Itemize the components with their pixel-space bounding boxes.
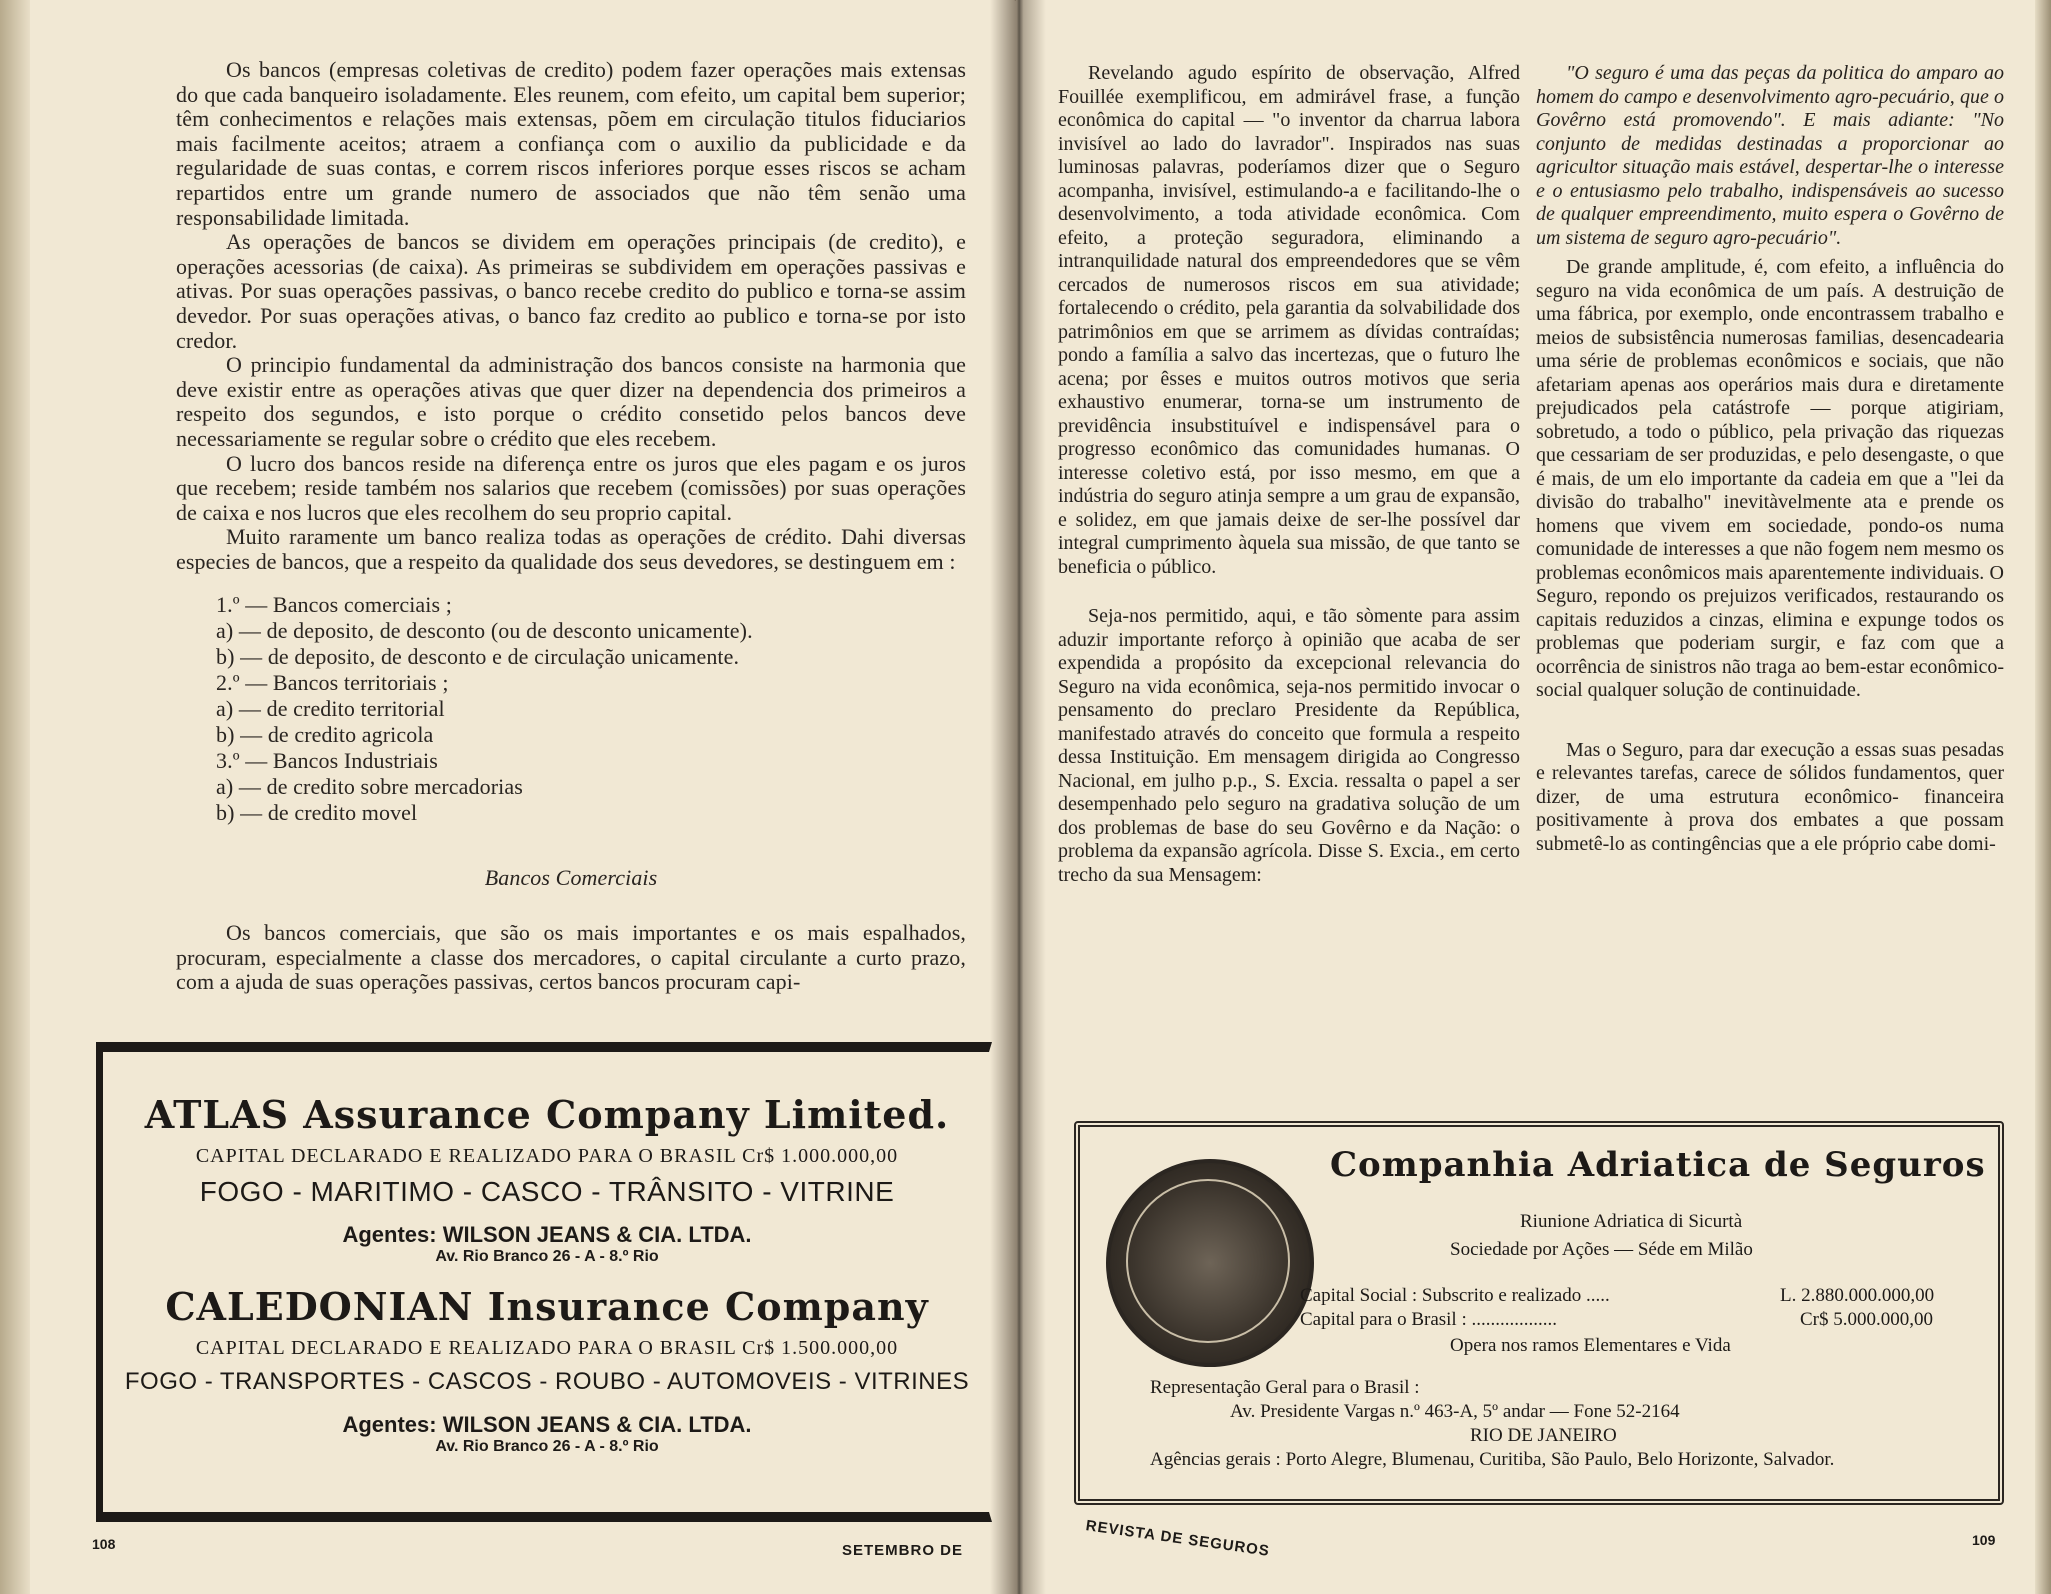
caledonian-capital: CAPITAL DECLARADO E REALIZADO PARA O BRASIL Cr$ 1.500.000,00 — [195, 1337, 899, 1359]
right-col2-paragraph-2: Mas o Seguro, para dar execução a essas suas pesadas e relevantes tarefas, carece de sólidos fundamentos, quer dizer, de uma estrutura econômico- financeira positivamente à prova dos embates a que possam submetê-lo as contingências que a ele próprio cabe domi- — [1536, 738, 2004, 855]
left-paragraph-5: Muito raramente um banco realiza todas as operações de crédito. Dahi diversas especies de bancos, que a respeito da qualidade dos seus devedores, se destinguem em : — [176, 524, 966, 574]
page-edge-left — [0, 0, 30, 1594]
agencies-line: Agências gerais : Porto Alegre, Blumenau, Curitiba, São Paulo, Belo Horizonte, Salvador. — [1150, 1449, 1835, 1470]
caledonian-lines: FOGO - TRANSPORTES - CASCOS - ROUBO - AUTOMOVEIS - VITRINES — [124, 1368, 970, 1395]
caledonian-title: CALEDONIAN Insurance Company — [165, 1284, 929, 1329]
list-item: b) — de deposito, de desconto e de circulação unicamente. — [216, 644, 740, 670]
page-edge-right — [2035, 0, 2051, 1594]
lion-seal-logo — [1106, 1159, 1314, 1367]
caledonian-agents: Agentes: WILSON JEANS & CIA. LTDA. — [342, 1412, 752, 1437]
operations-line: Opera nos ramos Elementares e Vida — [1450, 1335, 1731, 1356]
section-subheading: Bancos Comerciais — [484, 865, 658, 891]
list-item: a) — de deposito, de desconto (ou de desconto unicamente). — [216, 618, 753, 644]
president-quote: "O seguro é uma das peças da politica do amparo ao homem do campo e desenvolvimento agro-pecuário, que o Govêrno está promovendo". E mais adiante: "No conjunto de medidas destinadas a proporcionar ao agricultor situação mais estável, despertar-lhe o interesse e o entusiasmo pelo trabalho, indispensáveis ao sucesso de qualquer empreendimento, muito espera o Govêrno de um sistema de seguro agro-pecuário". — [1536, 62, 2004, 249]
left-paragraph-2: As operações de bancos se dividem em operações principais (de credito), e operações acessorias (de caixa). As primeiras se subdividem em operações passivas e ativas. Por suas operações passivas, o banco recebe credito do publico e torna-se assim devedor. Por suas operações ativas, o banco faz credito ao publico e torna-se por isto credor. — [176, 229, 966, 353]
atlas-caledonian-ad — [96, 1042, 992, 1522]
city-line: RIO DE JANEIRO — [1470, 1425, 1617, 1446]
atlas-capital: CAPITAL DECLARADO E REALIZADO PARA O BRASIL Cr$ 1.000.000,00 — [195, 1145, 899, 1167]
right-col2-paragraph-1: De grande amplitude, é, com efeito, a influência do seguro na vida econômica de um país. A destruição de uma fábrica, por exemplo, onde encontrassem trabalho e meios de subsistência numerosas familias, desencadearia uma série de problemas econômicos e sociais, que não afetariam apenas aos operários mais dura e diretamente prejudicados pela catástrofe — porque atigiriam, sobretudo, a todo o público, pela privação das riquezas que cessariam de ser produzidas, e pelo desengaste, o que é mais, de um elo importante da cadeia em que a "lei da divisão do trabalho" inevitàvelmente ata e prende os homens que vivem em sociedade, pondo-os numa comunidade de interesses a que não fogem nem mesmo os problemas econômicos mais aparentemente individuais. O Seguro, repondo os prejuizos verificados, restaurando os capitais reduzidos a cinzas, elimina e expunge todos os problemas que poderiam surgir, e faz com que a ocorrência de sinistros não traga ao bem-estar econômico-social qualquer solução de continuidade. — [1536, 256, 2004, 701]
seal-ring — [1126, 1179, 1290, 1343]
capital-brasil-label: Capital para o Brasil : .................. — [1300, 1309, 1557, 1330]
capital-brasil-value: Cr$ 5.000.000,00 — [1800, 1309, 1933, 1330]
left-closing-paragraph: Os bancos comerciais, que são os mais importantes e os mais espalhados, procuram, especialmente a classe dos mercadores, o capital circulante a curto prazo, com a ajuda de suas operações passivas, certos bancos procuram capi- — [176, 920, 966, 995]
representation-label: Representação Geral para o Brasil : — [1150, 1377, 1420, 1398]
representation-address: Av. Presidente Vargas n.º 463-A, 5º andar — Fone 52-2164 — [1230, 1401, 1680, 1422]
list-item: 2.º — Bancos territoriais ; — [216, 670, 449, 696]
list-item: b) — de credito agricola — [216, 722, 434, 748]
footer-left: SETEMBRO DE — [842, 1542, 964, 1559]
atlas-address: Av. Rio Branco 26 - A - 8.º Rio — [435, 1248, 659, 1265]
right-article-col2 — [1536, 62, 2004, 856]
right-col1-paragraph-1: Revelando agudo espírito de observação, Alfred Fouillée exemplificou, em admirável frase, a função econômica do capital — "o inventor da charrua labora invisível ao lado do lavrador". Inspirados nas suas luminosas palavras, poderíamos dizer que o Seguro acompanha, invisível, estimulando-a e facilitando-lhe o desenvolvimento, a toda atividade econômica. Com efeito, a proteção seguradora, eliminando a intranquilidade natural dos empreendedores que se vêm cercados de numerosos riscos em sua atividade; fortalecendo o crédito, pela garantia da solvabilidade dos patrimônios em que se arrimem as dívidas contraídas; pondo a família a salvo das incertezas, que o futuro lhe acena; por êsses e muitos outros motivos que seria exhaustivo enumerar, torna-se um instrumento de previdência insubstituível e indispensável para o progresso econômico das comunidades humanas. O interesse coletivo está, por isso mesmo, em que a indústria do seguro atinja sempre a um grau de expansão, e solidez, em que jamais deixe de ser-lhe possível dar integral cumprimento àquela sua missão, de que tanto se beneficia o público. — [1058, 62, 1520, 578]
bank-types-list — [216, 592, 966, 826]
page-number-right: 109 — [1972, 1532, 1996, 1548]
list-item: 3.º — Bancos Industriais — [216, 748, 438, 774]
ad-content — [112, 1056, 982, 1508]
left-paragraph-1: Os bancos (empresas coletivas de credito) podem fazer operações mais extensas do que cada banqueiro isoladamente. Eles reunem, com efeito, um capital bem superior; têm conhecimentos e relações mais extensas, põem em circulação titulos fiduciarios mais facilmente aceitos; atraem a confiança com o auxilio da publicidade e da regularidade de suas contas, e correm riscos inferiores porque esses riscos se acham repartidos entre um grande numero de associados que não têm senão uma responsabilidade limitada. — [176, 57, 966, 230]
page-gutter — [990, 0, 1046, 1594]
atlas-lines: FOGO - MARITIMO - CASCO - TRÂNSITO - VITRINE — [199, 1176, 895, 1207]
right-article-col1 — [1058, 62, 1520, 887]
left-paragraph-3: O principio fundamental da administração dos bancos consiste na harmonia que deve existir entre as operações ativas que quer dizer na dependencia dos primeiros a respeito dos segundos, e isto porque o crédito consetido pelos bancos deve necessariamente se regular sobre o crédito que eles recebem. — [176, 352, 966, 451]
atlas-agents: Agentes: WILSON JEANS & CIA. LTDA. — [342, 1222, 752, 1247]
atlas-title: ATLAS Assurance Company Limited. — [144, 1092, 950, 1137]
adriatica-subtitle-2: Sociedade por Ações — Séde em Milão — [1450, 1239, 1753, 1260]
list-item: a) — de credito territorial — [216, 696, 445, 722]
adriatica-title: Companhia Adriatica de Seguros — [1330, 1145, 1986, 1185]
capital-social-value: L. 2.880.000.000,00 — [1780, 1285, 1935, 1306]
caledonian-address: Av. Rio Branco 26 - A - 8.º Rio — [435, 1438, 659, 1455]
list-item: a) — de credito sobre mercadorias — [216, 774, 523, 800]
left-paragraph-4: O lucro dos bancos reside na diferença entre os juros que eles pagam e os juros que recebem; reside também nos salarios que recebem (comissões) por suas operações de caixa e nos lucros que eles recolhem do seu proprio capital. — [176, 450, 966, 525]
list-item: 1.º — Bancos comerciais ; — [216, 592, 452, 618]
right-col1-paragraph-2: Seja-nos permitido, aqui, e tão sòmente para assim aduzir importante reforço à opinião que acaba de ser expendida a propósito da excepcional relevancia do Seguro na vida econômica, seja-nos permitido invocar o pensamento do preclaro Presidente da República, manifestado através do conceito que formula a respeito dessa Instituição. Em mensagem dirigida ao Congresso Nacional, em julho p.p., S. Excia. ressalta o papel a ser desempenhado pelo seguro na gradativa solução de um dos problemas de base do seu Govêrno e da Nação: o problema da expansão agrícola. Disse S. Excia., em certo trecho da sua Mensagem: — [1058, 605, 1520, 886]
page-number-left: 108 — [92, 1536, 116, 1552]
adriatica-ad — [1074, 1121, 2004, 1505]
capital-social-label: Capital Social : Subscrito e realizado ..... — [1300, 1285, 1610, 1306]
left-page — [0, 0, 1020, 1594]
adriatica-subtitle-1: Riunione Adriatica di Sicurtà — [1520, 1211, 1743, 1232]
left-article — [176, 58, 966, 995]
footer-right: REVISTA DE SEGUROS — [1084, 1517, 1271, 1560]
list-item: b) — de credito movel — [216, 800, 418, 826]
